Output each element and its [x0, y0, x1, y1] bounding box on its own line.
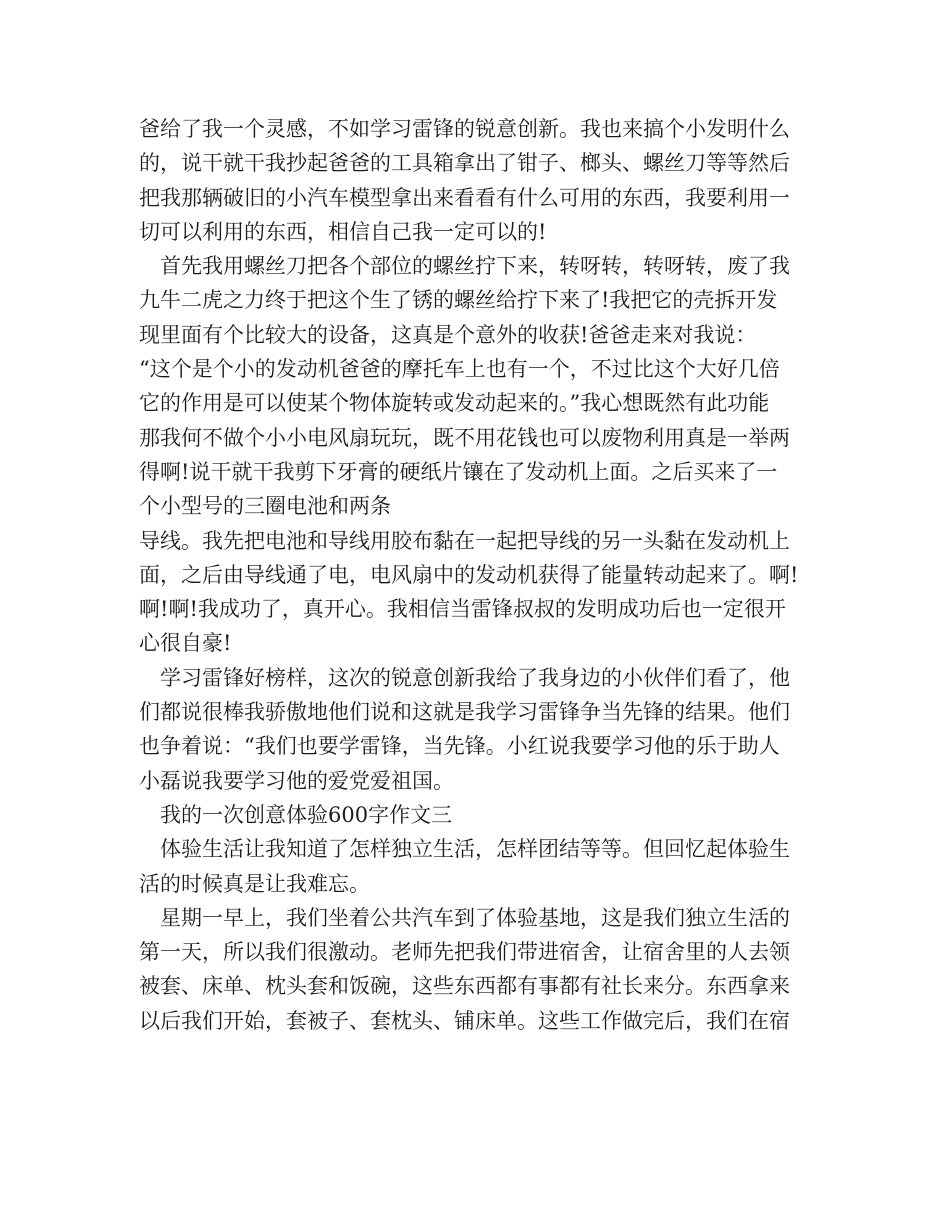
text-line: 导线。我先把电池和导线用胶布黏在一起把导线的另一头黏在发动机上	[139, 528, 790, 553]
text-line: 体验生活让我知道了怎样独立生活，怎样团结等等。但回忆起体验生	[139, 837, 790, 862]
text-line: 被套、床单、枕头套和饭碗，这些东西都有事都有社长来分。东西拿来	[139, 974, 790, 999]
text-line: 啊!啊!我成功了，真开心。我相信当雷锋叔叔的发明成功后也一定很开	[139, 597, 786, 622]
text-line: 小磊说我要学习他的爱党爱祖国。	[139, 768, 454, 793]
text-line: 个小型号的三圈电池和两条	[139, 494, 391, 519]
document-body	[139, 112, 819, 1038]
section-heading: 我的一次创意体验600字作文三	[139, 802, 453, 827]
text-line: 现里面有个比较大的设备，这真是个意外的收获!爸爸走来对我说：	[139, 322, 757, 347]
text-line: 的，说干就干我抄起爸爸的工具箱拿出了钳子、榔头、螺丝刀等等然后	[139, 151, 790, 176]
text-line: 活的时候真是让我难忘。	[139, 871, 370, 896]
text-line: 面，之后由导线通了电，电风扇中的发动机获得了能量转动起来了。啊!	[139, 562, 799, 587]
text-line: 九牛二虎之力终于把这个生了锈的螺丝给拧下来了!我把它的壳拆开发	[139, 288, 778, 313]
text-line: 也争着说：“我们也要学雷锋，当先锋。小红说我要学习他的乐于助人	[139, 734, 780, 759]
text-line: 心很自豪!	[139, 631, 232, 656]
text-line: 得啊!说干就干我剪下牙膏的硬纸片镶在了发动机上面。之后买来了一	[139, 459, 778, 484]
text-line: 把我那辆破旧的小汽车模型拿出来看看有什么可用的东西，我要利用一	[139, 185, 790, 210]
text-line: 它的作用是可以使某个物体旋转或发动起来的。”我心想既然有此功能	[139, 391, 770, 416]
text-line: “这个是个小的发动机爸爸的摩托车上也有一个，不过比这个大好几倍	[139, 357, 780, 382]
text-line: 第一天，所以我们很激动。老师先把我们带进宿舍，让宿舍里的人去领	[139, 940, 790, 965]
text-line: 首先我用螺丝刀把各个部位的螺丝拧下来，转呀转，转呀转，废了我	[139, 254, 790, 279]
text-line: 爸给了我一个灵感，不如学习雷锋的锐意创新。我也来搞个小发明什么	[139, 117, 790, 141]
text-line: 以后我们开始，套被子、套枕头、铺床单。这些工作做完后，我们在宿	[139, 1008, 790, 1033]
text-line: 那我何不做个小小电风扇玩玩，既不用花钱也可以废物利用真是一举两	[139, 425, 790, 450]
text-line: 们都说很棒我骄傲地他们说和这就是我学习雷锋争当先锋的结果。他们	[139, 700, 790, 725]
text-line: 星期一早上，我们坐着公共汽车到了体验基地，这是我们独立生活的	[139, 905, 790, 930]
text-line: 学习雷锋好榜样，这次的锐意创新我给了我身边的小伙伴们看了，他	[139, 665, 790, 690]
text-line: 切可以利用的东西，相信自己我一定可以的!	[139, 219, 547, 244]
